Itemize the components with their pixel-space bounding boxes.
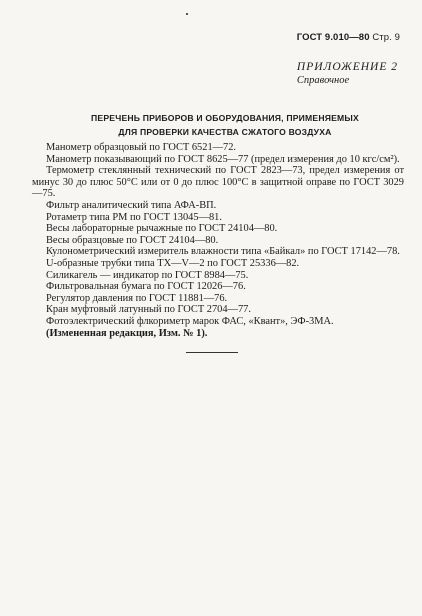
page-header — [297, 32, 400, 43]
list-item: U-образные трубки типа ТХ—V—2 по ГОСТ 25336—82. — [46, 257, 300, 269]
list-item: Фильтровальная бумага по ГОСТ 12026—76. — [46, 281, 246, 293]
standard-number: ГОСТ 9.010—80 — [296, 32, 370, 43]
page-number: Стр. 9 — [372, 32, 400, 43]
list-item: Кулонометрический измеритель влажности типа «Байкал» по ГОСТ 17142—78. — [46, 246, 400, 258]
scan-dot — [186, 13, 188, 15]
equipment-list — [32, 142, 404, 339]
list-item: Силикагель — индикатор по ГОСТ 8984—75. — [46, 269, 249, 281]
list-item: Кран муфтовый латунный по ГОСТ 2704—77. — [46, 304, 251, 316]
list-item: Весы образцовые по ГОСТ 24104—80. — [46, 234, 219, 246]
list-item: Регулятор давления по ГОСТ 11881—76. — [46, 292, 228, 304]
appendix-title: ПРИЛОЖЕНИЕ 2 — [296, 61, 398, 73]
amendment-note: (Измененная редакция, Изм. № 1). — [46, 327, 208, 339]
appendix-subtitle: Справочное — [296, 75, 350, 86]
section-title-line-2: ДЛЯ ПРОВЕРКИ КАЧЕСТВА СЖАТОГО ВОЗДУХА — [118, 127, 332, 137]
section-title-line-1: ПЕРЕЧЕНЬ ПРИБОРОВ И ОБОРУДОВАНИЯ, ПРИМЕНЯЕМЫХ — [91, 113, 359, 123]
list-item: Термометр стеклянный технический по ГОСТ 2823—73, предел измерения от минус 30 до плюс 50°С или от 0 до плюс 100°С в защитной оправе по ГОСТ 3029—75. — [32, 165, 404, 200]
list-item: Манометр показывающий по ГОСТ 8625—77 (предел измерения до 10 кгс/см²). — [46, 153, 400, 165]
divider-line — [186, 352, 238, 353]
section-title — [60, 111, 390, 139]
list-item: Манометр образцовый по ГОСТ 6521—72. — [46, 142, 237, 153]
appendix-block — [297, 61, 398, 86]
list-item: Весы лабораторные рычажные по ГОСТ 24104—80. — [46, 223, 278, 235]
list-item: Фотоэлектрический флкориметр марок ФАС, «Квант», ЭФ-3МА. — [46, 315, 334, 327]
list-item: Ротаметр типа РМ по ГОСТ 13045—81. — [46, 211, 222, 223]
list-item: Фильтр аналитический типа АФА-ВП. — [46, 199, 217, 211]
